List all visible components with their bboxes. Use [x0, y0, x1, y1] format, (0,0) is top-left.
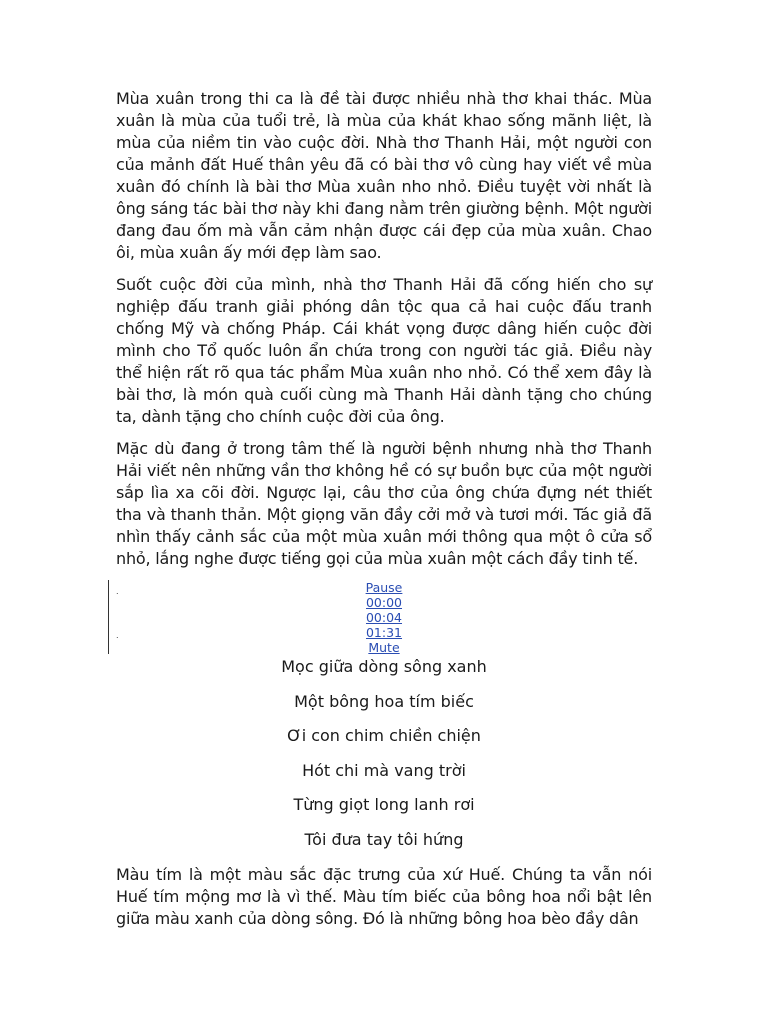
- audio-player: [116, 580, 652, 654]
- poem-line: Từng giọt long lanh rơi: [293, 795, 475, 815]
- paragraph-purple-color: Màu tím là một màu sắc đặc trưng của xứ Huế. Chúng ta vẫn nói Huế tím mộng mơ là vì thế. Màu tím biếc của bông hoa nổi bật lên giữa màu xanh của dòng sông. Đó là những bông hoa bèo đầy dân: [116, 864, 652, 928]
- player-controls: [116, 580, 652, 655]
- mute-button[interactable]: Mute: [368, 640, 400, 655]
- total-time-link[interactable]: 01:31: [365, 625, 403, 640]
- paragraph-mood: Mặc dù đang ở trong tâm thế là người bệnh nhưng nhà thơ Thanh Hải viết nên những vần thơ không hề có sự buồn bực của một người sắp lìa xa cõi đời. Ngược lại, câu thơ của ông chứa đựng nét thiết tha và thanh thản. Một giọng văn đầy cởi mở và tươi mới. Tác giả đã nhìn thấy cảnh sắc của một mùa xuân mới thông qua một ô cửa sổ nhỏ, lắng nghe được tiếng gọi của mùa xuân một cách đầy tinh tế.: [116, 439, 652, 568]
- buffered-time-link[interactable]: 00:04: [365, 610, 403, 625]
- paragraph-intro: Mùa xuân trong thi ca là đề tài được nhiều nhà thơ khai thác. Mùa xuân là mùa của tuổi trẻ, là mùa của khát khao sống mãnh liệt, là mùa của niềm tin vào cuộc đời. Nhà thơ Thanh Hải, một người con của mảnh đất Huế thân yêu đã có bài thơ vô cùng hay viết về mùa xuân đó chính là bài thơ Mùa xuân nho nhỏ. Điều tuyệt vời nhất là ông sáng tác bài thơ này khi đang nằm trên giường bệnh. Một người đang đau ốm mà vẫn cảm nhận được cái đẹp của mùa xuân. Chao ôi, mùa xuân ấy mới đẹp làm sao.: [116, 89, 652, 262]
- poem-line: Một bông hoa tím biếc: [294, 691, 474, 711]
- pause-button[interactable]: Pause: [365, 580, 403, 595]
- poem: [116, 656, 652, 864]
- current-time-link[interactable]: 00:00: [365, 595, 403, 610]
- poem-line: Mọc giữa dòng sông xanh: [281, 657, 487, 676]
- poem-line: Ơi con chim chiền chiện: [287, 726, 481, 746]
- poem-line: Tôi đưa tay tôi hứng: [304, 829, 464, 849]
- document-page: [116, 88, 652, 940]
- poem-line: Hót chi mà vang trời: [302, 760, 466, 780]
- player-dot: .: [116, 587, 119, 596]
- paragraph-biography: Suốt cuộc đời của mình, nhà thơ Thanh Hải đã cống hiến cho sự nghiệp đấu tranh giải phóng dân tộc qua cả hai cuộc đấu tranh chống Mỹ và chống Pháp. Cái khát vọng được dâng hiến cuộc đời mình cho Tổ quốc luôn ẩn chứa trong con người tác giả. Điều này thể hiện rất rõ qua tác phẩm Mùa xuân nho nhỏ. Có thể xem đây là bài thơ, là món quà cuối cùng mà Thanh Hải dành tặng cho chúng ta, dành tặng cho chính cuộc đời của ông.: [116, 275, 652, 426]
- player-border: [108, 580, 109, 654]
- player-dot: .: [116, 631, 119, 640]
